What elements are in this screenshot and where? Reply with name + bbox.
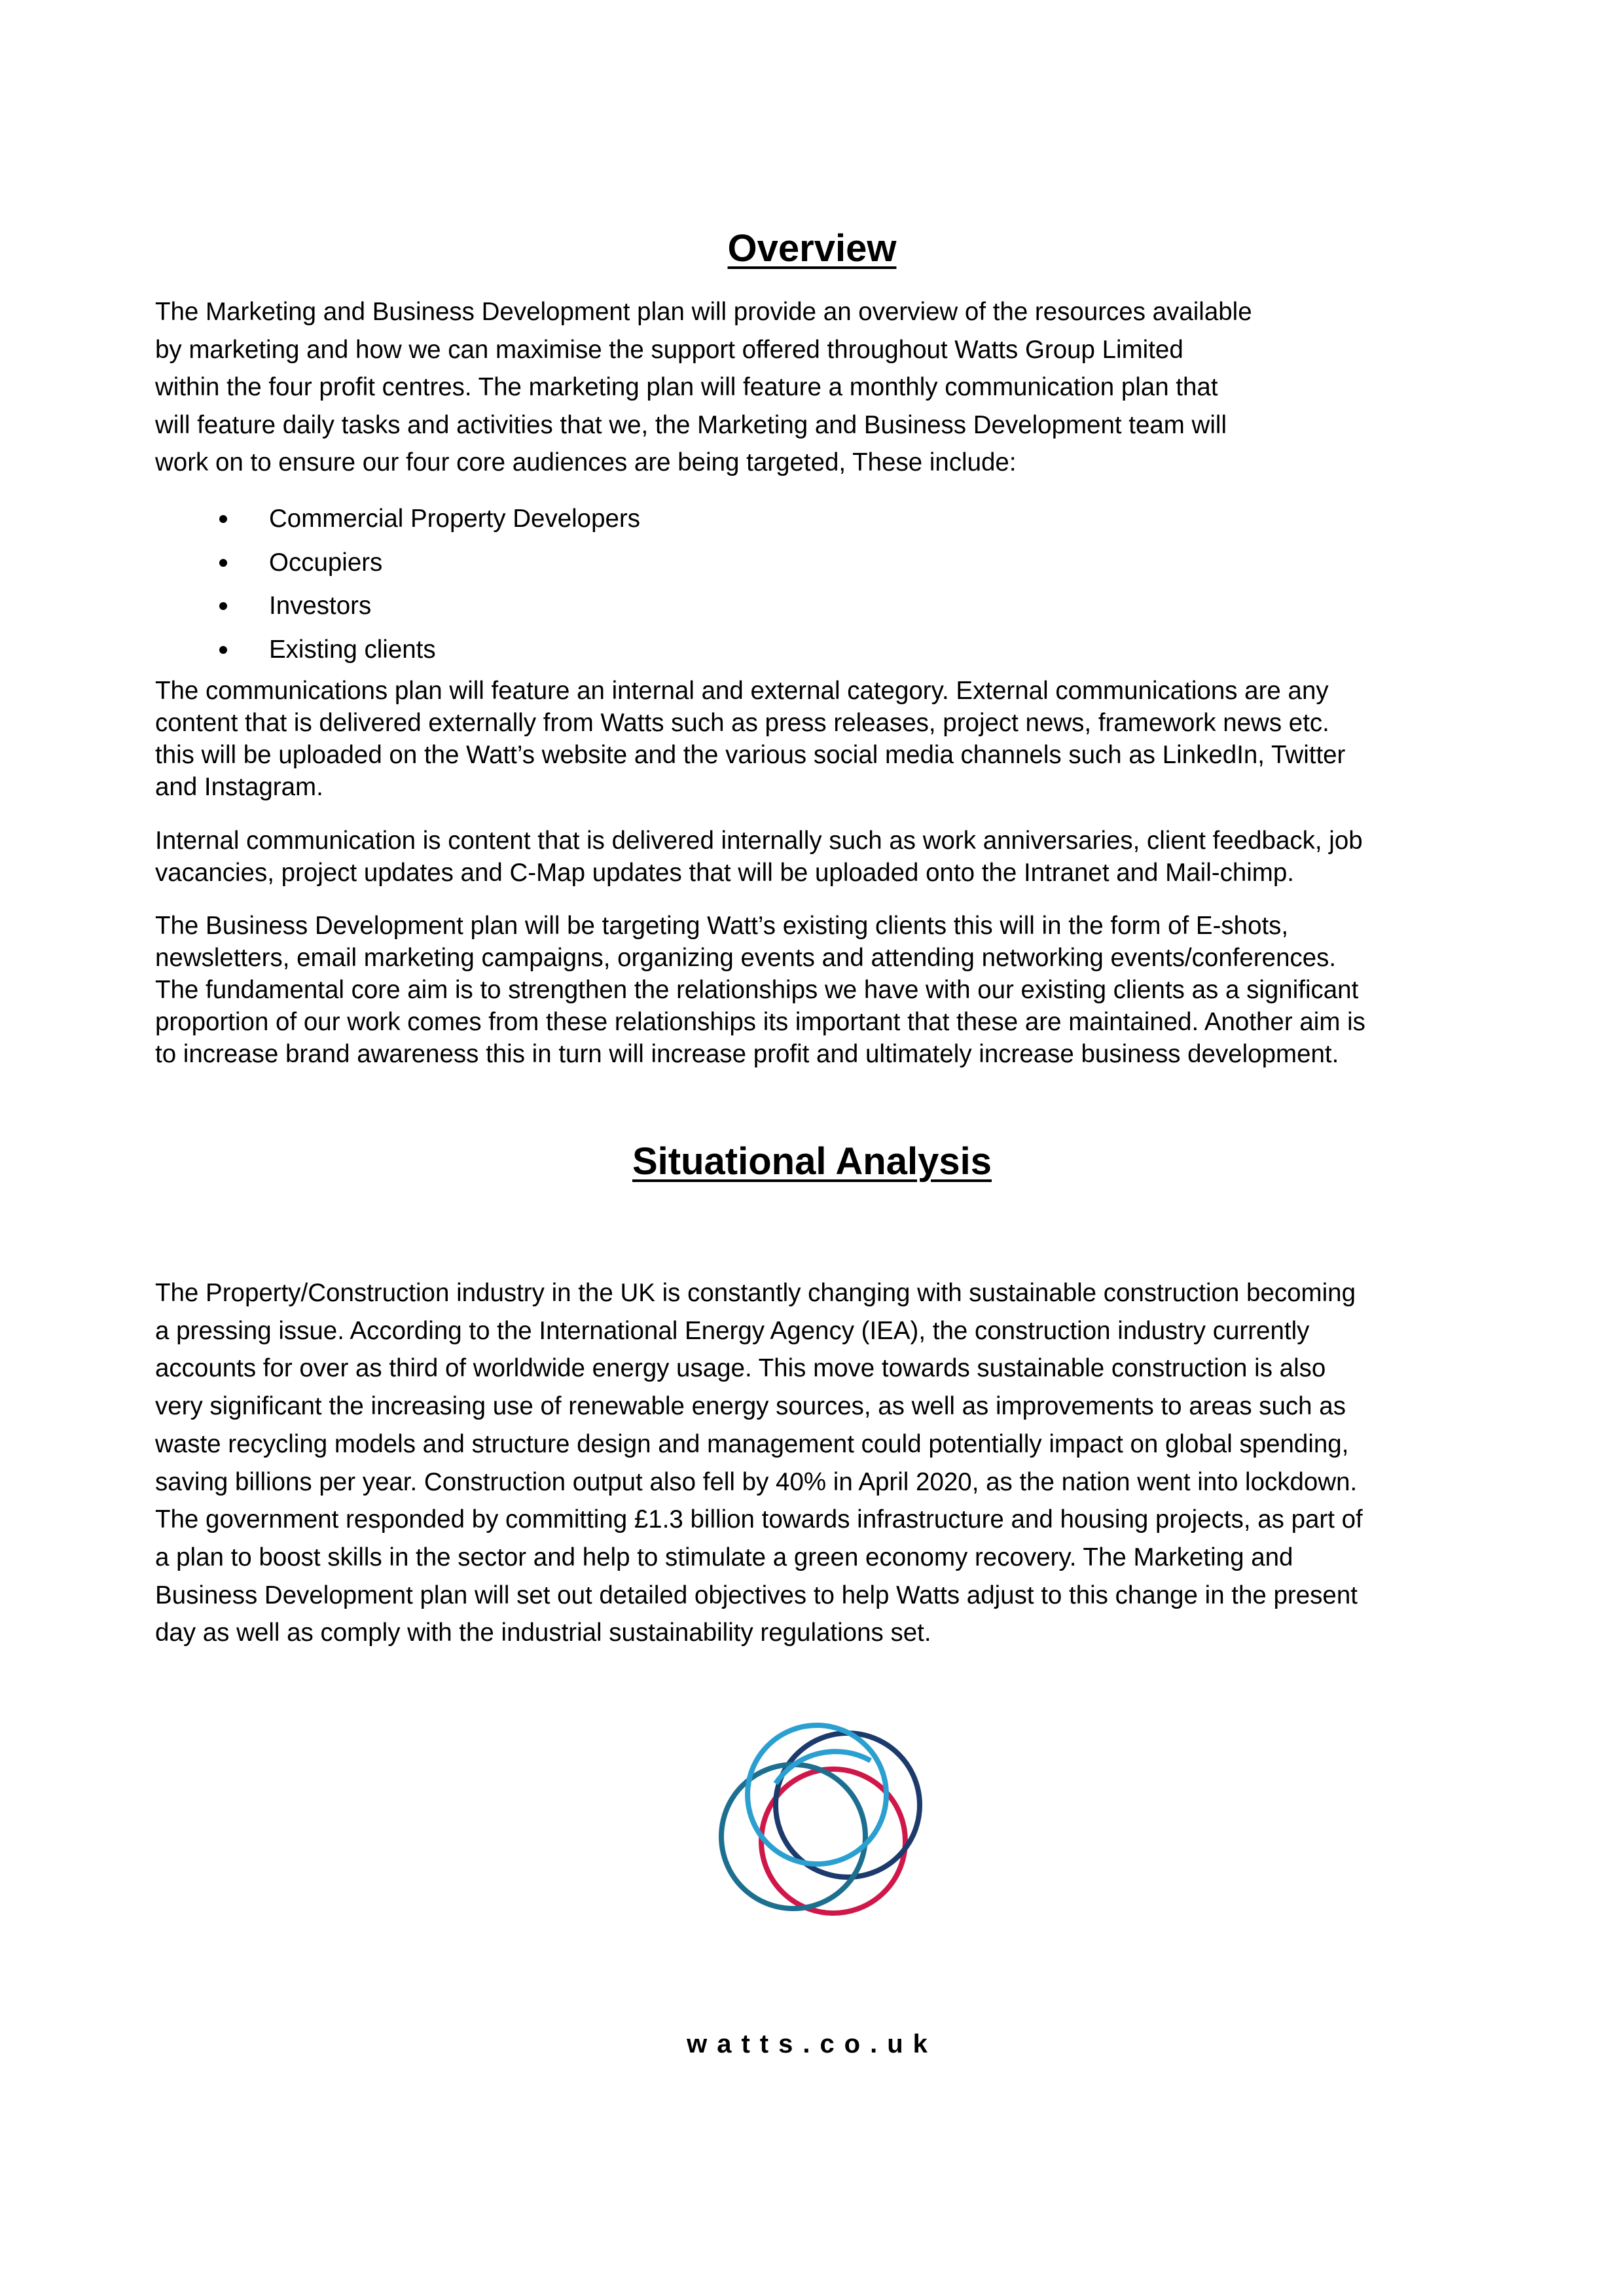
paragraph-line: content that is delivered externally from Watts such as press releases, project news, framework news etc. [155,709,1329,737]
audience-label: Occupiers [269,548,383,577]
paragraph-line: newsletters, email marketing campaigns, organizing events and attending networking events/conferences. [155,944,1337,972]
intro-line: within the four profit centres. The marketing plan will feature a monthly communication plan that [155,373,1218,401]
internal-communication-paragraph [155,825,1484,889]
paragraph-line: day as well as comply with the industrial sustainability regulations set. [155,1619,931,1647]
audience-label: Existing clients [269,635,436,664]
intro-line: by marketing and how we can maximise the support offered throughout Watts Group Limited [155,335,1183,364]
overview-intro [155,293,1399,482]
list-item [155,541,640,585]
paragraph-line: waste recycling models and structure design and management could potentially impact on global spending, [155,1429,1349,1458]
paragraph-line: The Business Development plan will be targeting Watt’s existing clients this will in the form of E-shots, [155,912,1289,940]
intro-line: work on to ensure our four core audiences are being targeted, These include: [155,448,1017,476]
bullet-icon [219,602,227,610]
logo-ring-light-blue [748,1725,886,1864]
bullet-icon [219,559,227,567]
situational-analysis-heading: Situational Analysis [632,1140,992,1183]
paragraph-line: and Instagram. [155,773,323,801]
paragraph-line: a plan to boost skills in the sector and help to stimulate a green economy recovery. The Marketing and [155,1543,1293,1571]
intro-line: will feature daily tasks and activities that we, the Marketing and Business Development team will [155,410,1227,439]
paragraph-line: Internal communication is content that is delivered internally such as work anniversaries, client feedback, job [155,827,1363,855]
intro-line: The Marketing and Business Development plan will provide an overview of the resources available [155,298,1252,326]
watts-rings-logo-icon [713,1721,923,1931]
communications-paragraph [155,675,1484,803]
audience-label: Investors [269,592,372,620]
paragraph-line: a pressing issue. According to the International Energy Agency (IEA), the construction industry currently [155,1316,1310,1345]
paragraph-line: saving billions per year. Construction output also fell by 40% in April 2020, as the nation went into lockdown. [155,1467,1358,1496]
bullet-icon [219,646,227,654]
paragraph-line: The Property/Construction industry in the UK is constantly changing with sustainable construction becoming [155,1279,1356,1307]
paragraph-line: The communications plan will feature an internal and external category. External communications are any [155,677,1329,705]
paragraph-line: this will be uploaded on the Watt’s website and the various social media channels such as LinkedIn, Twitter [155,741,1346,769]
list-item [155,584,640,628]
paragraph-line: The fundamental core aim is to strengthen the relationships we have with our existing clients as a significant [155,976,1359,1004]
paragraph-line: proportion of our work comes from these relationships its important that these are maintained. Another aim is [155,1008,1365,1036]
paragraph-line: The government responded by committing £1.3 billion towards infrastructure and housing projects, as part of [155,1505,1363,1534]
audience-list [155,497,640,672]
business-development-paragraph [155,910,1484,1070]
website-footer: watts.co.uk [687,2030,937,2058]
paragraph-line: Business Development plan will set out detailed objectives to help Watts adjust to this change in the present [155,1581,1358,1609]
overview-heading: Overview [727,227,897,270]
bullet-icon [219,515,227,523]
situational-analysis-paragraph [155,1274,1484,1652]
paragraph-line: to increase brand awareness this in turn will increase profit and ultimately increase business development. [155,1040,1339,1068]
logo-ring-teal [721,1765,865,1909]
paragraph-line: vacancies, project updates and C-Map updates that will be uploaded onto the Intranet and Mail-chimp. [155,859,1294,887]
list-item [155,497,640,541]
audience-label: Commercial Property Developers [269,505,640,533]
paragraph-line: accounts for over as third of worldwide energy usage. This move towards sustainable construction is also [155,1354,1326,1383]
paragraph-line: very significant the increasing use of renewable energy sources, as well as improvements to areas such as [155,1392,1346,1421]
list-item [155,628,640,672]
